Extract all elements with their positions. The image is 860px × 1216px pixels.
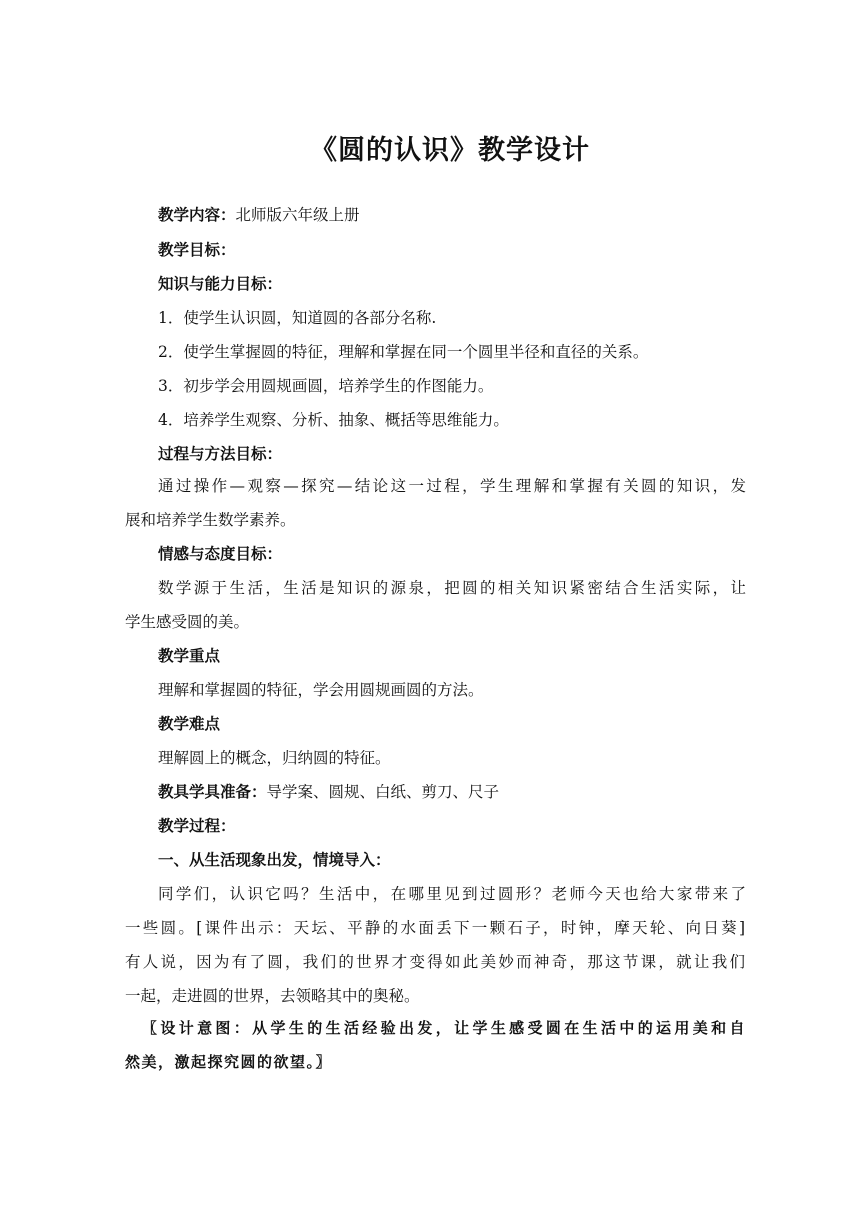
teaching-difficulty-text: 理解圆上的概念，归纳圆的特征。	[158, 749, 391, 767]
design-note-line-2: 然美，激起探究圆的欲望。〗	[125, 1053, 333, 1071]
emotion-goals-label: 情感与态度目标：	[158, 545, 283, 563]
teaching-procedure-label: 教学过程：	[158, 817, 236, 835]
section-1-line-3: 有人说，因为有了圆，我们的世界才变得如此美妙而神奇，那这节课，就让我们	[125, 953, 745, 971]
emotion-goals-line-2: 学生感受圆的美。	[125, 613, 250, 631]
teaching-content-value: 北师版六年级上册	[235, 206, 360, 224]
teaching-difficulty-label: 教学难点	[158, 715, 221, 733]
process-goals-line-1: 通过操作—观察—探究—结论这一过程，学生理解和掌握有关圆的知识，发	[158, 477, 746, 495]
section-1-line-2: 一些圆。[课件出示：天坛、平静的水面丢下一颗石子，时钟，摩天轮、向日葵]	[125, 919, 745, 937]
process-goals-line-2: 展和培养学生数学素养。	[125, 511, 296, 529]
teaching-goals-label: 教学目标：	[158, 241, 236, 259]
teaching-tools-value: 导学案、圆规、白纸、剪刀、尺子	[266, 783, 500, 801]
emotion-goals-line-1: 数学源于生活，生活是知识的源泉，把圆的相关知识紧密结合生活实际，让	[158, 579, 746, 597]
document-title: 《圆的认识》教学设计	[310, 135, 590, 166]
teaching-key-label: 教学重点	[158, 647, 221, 665]
section-1-heading: 一、从生活现象出发，情境导入：	[158, 851, 391, 869]
teaching-tools-label: 教具学具准备：	[158, 783, 267, 801]
knowledge-item-4: 4．培养学生观察、分析、抽象、概括等思维能力。	[158, 411, 509, 429]
teaching-tools	[158, 782, 746, 802]
knowledge-item-1: 1．使学生认识圆，知道圆的各部分名称.	[158, 309, 437, 327]
knowledge-item-2: 2．使学生掌握圆的特征，理解和掌握在同一个圆里半径和直径的关系。	[158, 343, 649, 361]
teaching-content	[158, 205, 746, 225]
process-goals-label: 过程与方法目标：	[158, 445, 283, 463]
design-note-line-1: 〖设计意图：从学生的生活经验出发，让学生感受圆在生活中的运用美和自	[142, 1019, 746, 1037]
teaching-key-text: 理解和掌握圆的特征，学会用圆规画圆的方法。	[158, 681, 484, 699]
knowledge-item-3: 3．初步学会用圆规画圆，培养学生的作图能力。	[158, 377, 494, 395]
knowledge-goals-label: 知识与能力目标：	[158, 275, 283, 293]
teaching-content-label: 教学内容：	[158, 206, 236, 224]
section-1-line-1: 同学们，认识它吗？生活中，在哪里见到过圆形？老师今天也给大家带来了	[158, 885, 746, 903]
section-1-line-4: 一起，走进圆的世界，去领略其中的奥秘。	[125, 987, 420, 1005]
